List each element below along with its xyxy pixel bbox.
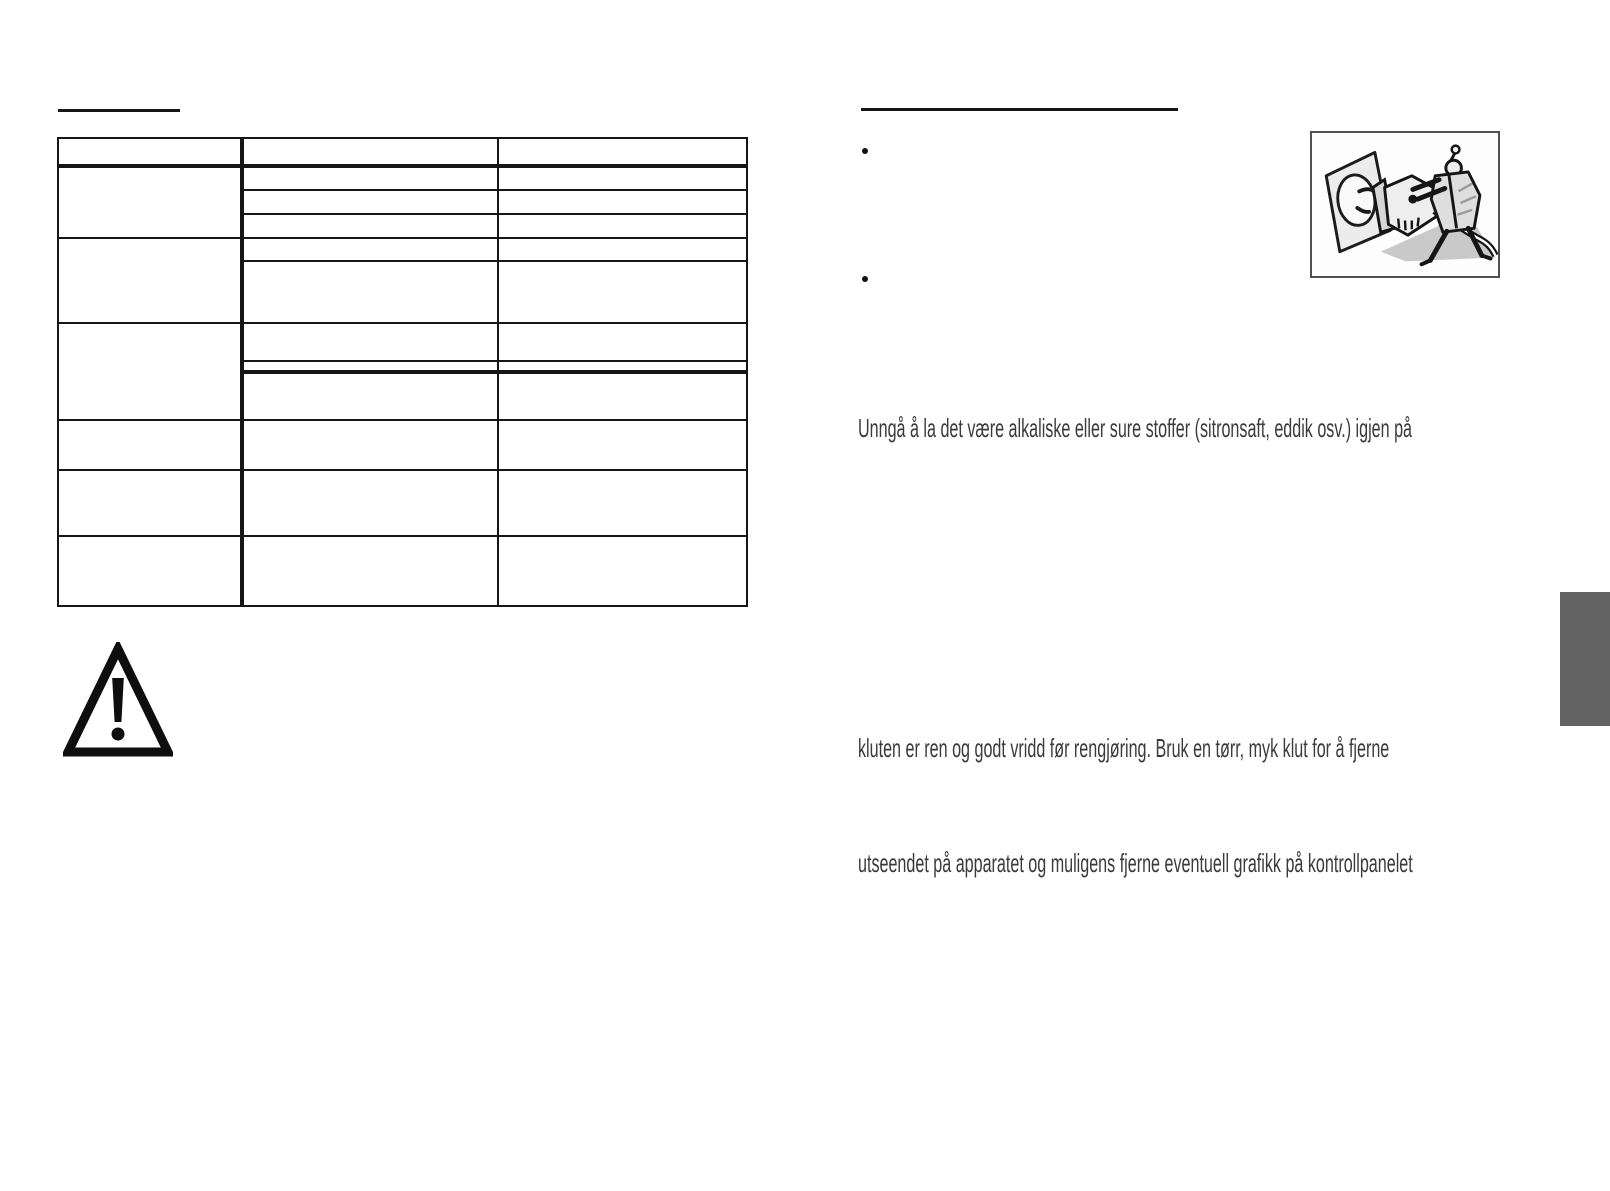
bullet-dot-icon [862,148,868,154]
table-border-line [57,322,748,324]
table-border-line [57,605,748,607]
table-border-line [746,137,748,607]
norwegian-text-line-1: Unngå å la det være alkaliske eller sure stoffer (sitronsaft, eddik osv.) igjen på [858,413,1413,443]
table-border-line [57,469,748,471]
unplug-illustration [1310,131,1500,278]
table-border-line [57,535,748,537]
table-border-line [497,137,499,607]
table-border-line [242,360,748,362]
table-border-line [57,237,748,239]
unplug-cartoon-icon [1312,133,1498,276]
norwegian-text-line-2: kluten er ren og godt vridd før rengjøring. Bruk en tørr, myk klut for å fjerne [858,733,1390,763]
page-edge-tab [1560,592,1610,726]
warning-triangle-icon [63,642,173,760]
table-border-line-thick [242,370,748,374]
table-border-line-thick [240,137,244,607]
table-border-line [57,137,748,139]
table-border-line [242,260,748,262]
table-border-line [242,189,748,191]
table-border-line [242,213,748,215]
norwegian-text-line-3: utseendet på apparatet og muligens fjerne eventuell grafikk på kontrollpanelet [858,848,1413,878]
table-border-line-thick [57,164,748,168]
left-heading-underline [58,109,180,112]
table-border-line [57,137,59,607]
bullet-dot-icon [862,276,868,282]
table-border-line [57,419,748,421]
right-heading-underline [861,108,1178,111]
